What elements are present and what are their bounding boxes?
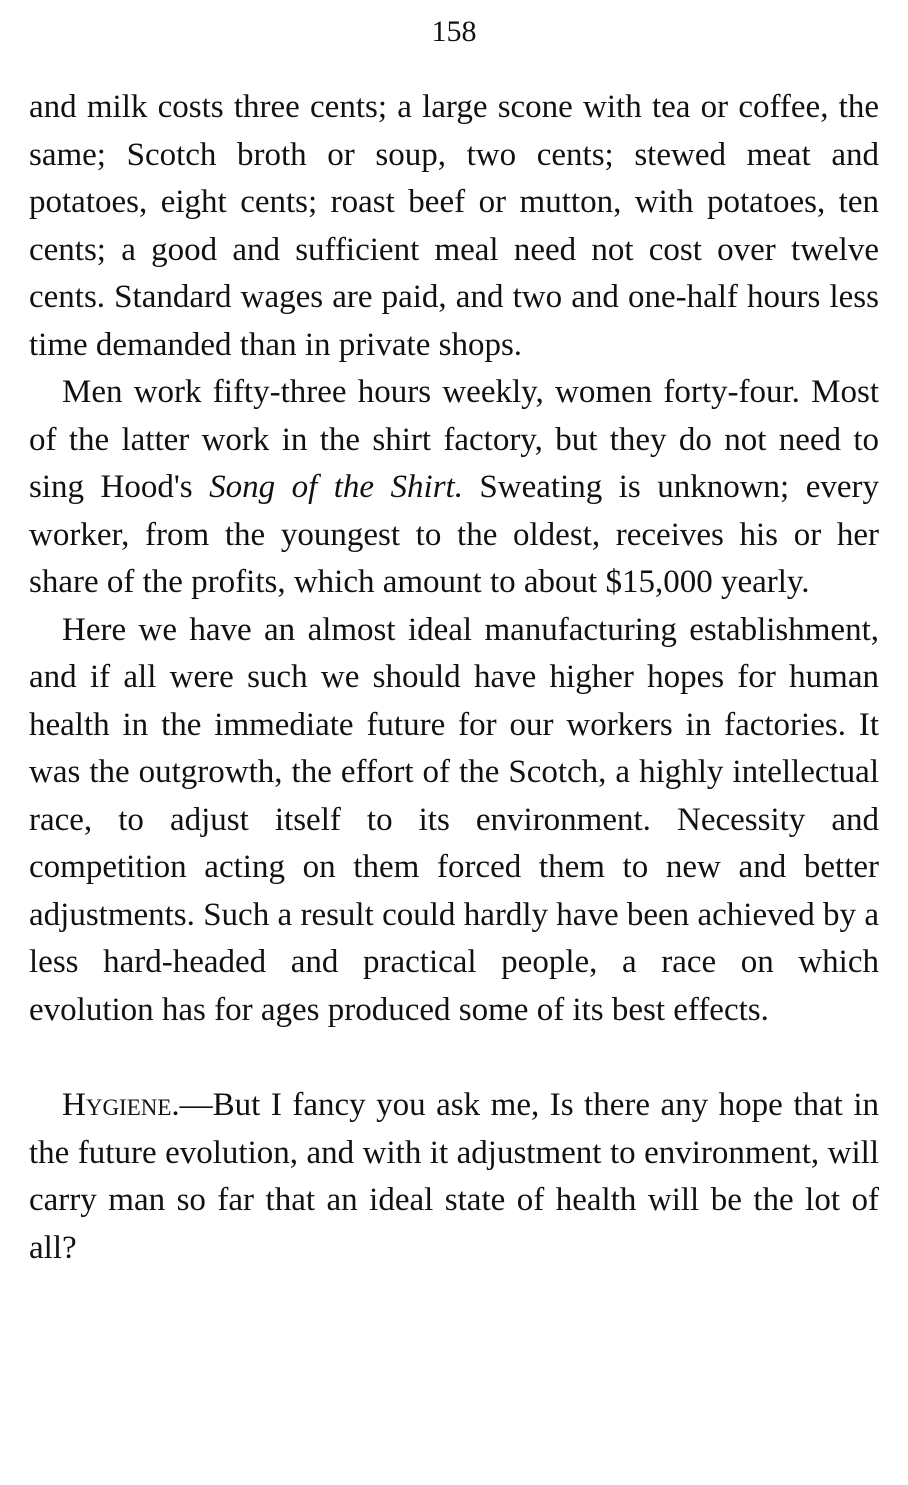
section-heading-hygiene: Hygiene. (62, 1087, 180, 1123)
paragraph-2-text-after: Sweating is unknown; every worker, from the youngest to the oldest, receives his or her share of the profits, which amount to about $15,000 yearly. (29, 469, 879, 600)
paragraph-2-text-before: Men work fifty-three hours weekly, women forty-four. Most of the latter work in the shirt factory, but they do not need to sing Hood's (29, 374, 879, 505)
paragraph-1 (29, 84, 879, 369)
song-title-italic: Song of the Shirt. (209, 469, 463, 505)
paragraph-2 (29, 369, 879, 607)
paragraph-3-text: Here we have an almost ideal manufacturing establishment, and if all were such we should have higher hopes for human health in the immediate future for our workers in factories. It was the outgrowth, the effort of the Scotch, a highly intellectual race, to adjust itself to its environment. Necessity and competition acting on them forced them to new and better adjustments. Such a result could hardly have been achieved by a less hard-headed and practical people, a race on which evolution has for ages produced some of its best effects. (29, 611, 879, 1028)
page-number: 158 (431, 15, 477, 48)
paragraph-3 (29, 607, 879, 1035)
paragraph-1-text: and milk costs three cents; a large scone with tea or coffee, the same; Scotch broth or soup, two cents; stewed meat and potatoes, eight cents; roast beef or mutton, with potatoes, ten cents; a good and sufficient meal need not cost over twelve cents. Standard wages are paid, and two and one-half hours less time demanded than in private shops. (29, 89, 879, 363)
paragraph-hygiene (29, 1082, 879, 1272)
page-body (29, 84, 879, 1272)
paragraph-hygiene-text: —But I fancy you ask me, Is there any hope that in the future evolution, and with it adjustment to environment, will carry man so far that an ideal state of health will be the lot of all? (29, 1087, 879, 1266)
